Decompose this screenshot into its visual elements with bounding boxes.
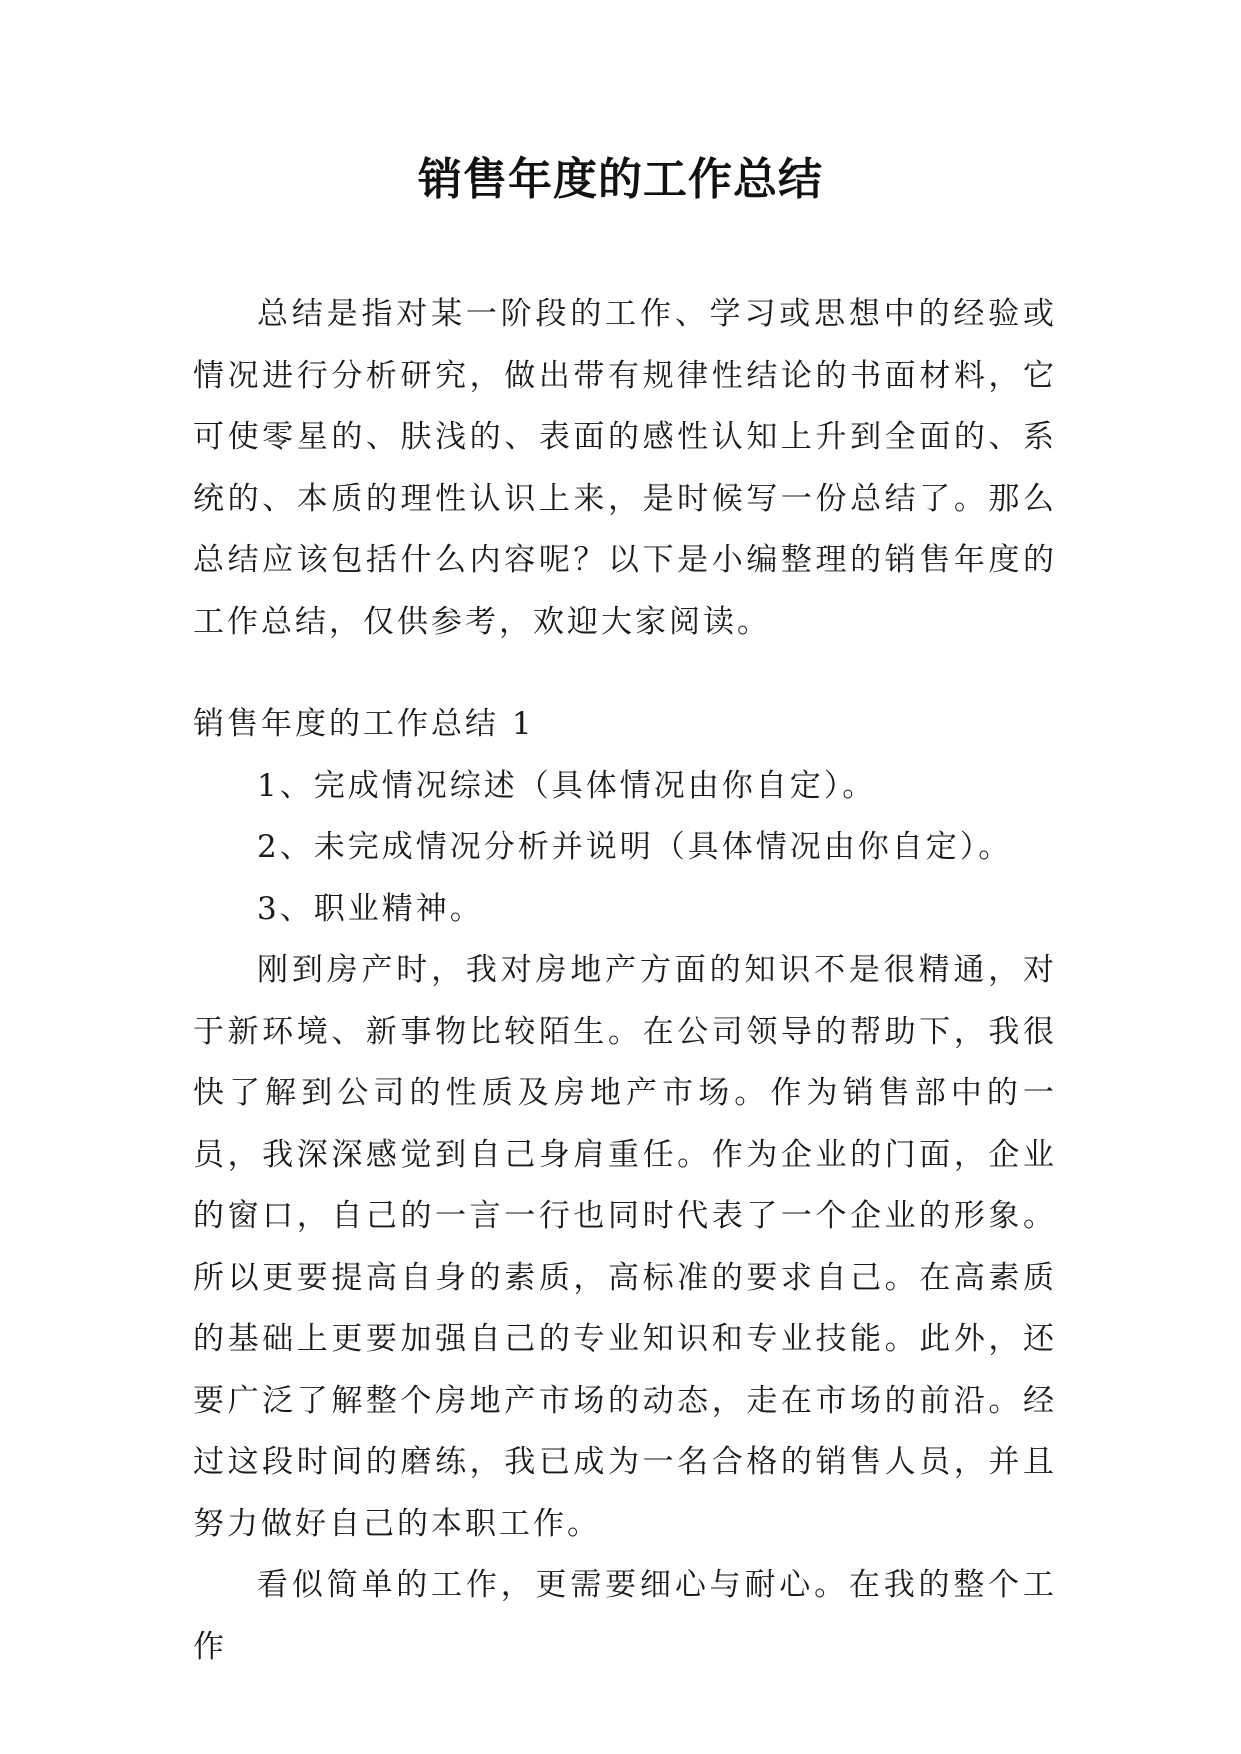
intro-block (193, 284, 1057, 653)
section-heading: 销售年度的工作总结 1 (193, 706, 535, 742)
intro-paragraph: 总结是指对某一阶段的工作、学习或思想中的经验或情况进行分析研究，做出带有规律性结论的书面材料，它可使零星的、肤浅的、表面的感性认知上升到全面的、系统的、本质的理性认识上来，是时候写一份总结了。那么总结应该包括什么内容呢？以下是小编整理的销售年度的工作总结，仅供参考，欢迎大家阅读。 (193, 296, 1057, 640)
body-paragraph: 刚到房产时，我对房地产方面的知识不是很精通，对于新环境、新事物比较陌生。在公司领导的帮助下，我很快了解到公司的性质及房地产市场。作为销售部中的一员，我深深感觉到自己身肩重任。作为企业的门面，企业的窗口，自己的一言一行也同时代表了一个企业的形象。所以更要提高自身的素质，高标准的要求自己。在高素质的基础上更要加强自己的专业知识和专业技能。此外，还要广泛了解整个房地产市场的动态，走在市场的前沿。经过这段时间的磨练，我已成为一名合格的销售人员，并且努力做好自己的本职工作。 (193, 952, 1057, 1542)
document-title: 销售年度的工作总结 (418, 154, 823, 205)
list-item: 1、完成情况综述（具体情况由你自定）。 (257, 767, 877, 804)
list-item: 3、职业精神。 (257, 890, 484, 927)
body-paragraph-continued: 看似简单的工作，更需要细心与耐心。在我的整个工作 (193, 1567, 1057, 1665)
section-block (193, 694, 1057, 1678)
list-item: 2、未完成情况分析并说明（具体情况由你自定）。 (257, 829, 1013, 865)
